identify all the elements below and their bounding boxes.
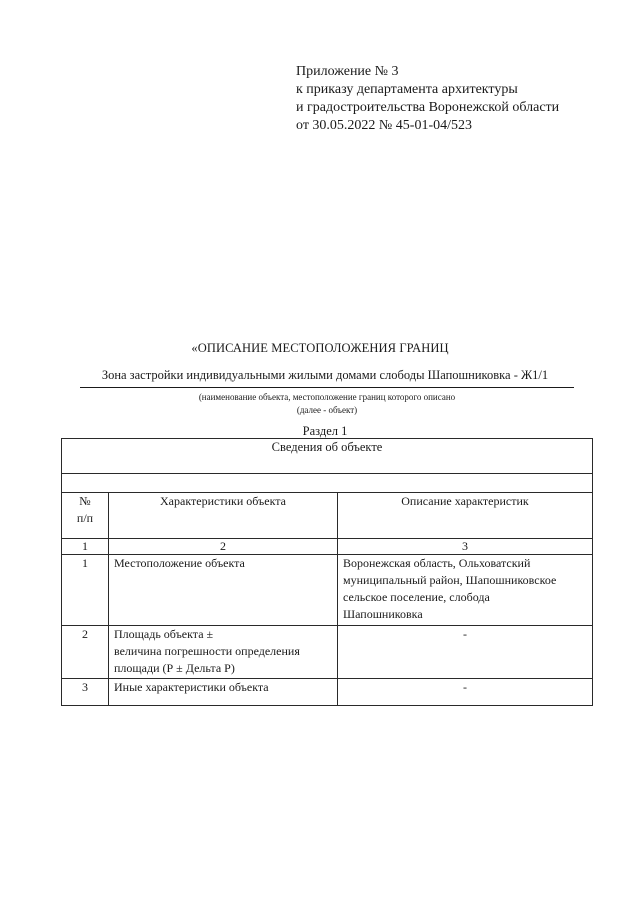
row-characteristic-line: величина погрешности определения <box>114 644 300 658</box>
header-number-line-1: № <box>79 494 91 508</box>
appendix-line-4: от 30.05.2022 № 45-01-04/523 <box>296 118 473 133</box>
appendix-line-2: к приказу департамента архитектуры <box>296 82 518 97</box>
table-index-row <box>62 539 593 555</box>
header-characteristics: Характеристики объекта <box>109 493 338 539</box>
row-number: 3 <box>62 679 109 706</box>
table-row <box>62 626 593 679</box>
row-characteristic-line: Площадь объекта ± <box>114 627 214 641</box>
table-heading-row <box>62 439 593 474</box>
table-row <box>62 679 593 706</box>
row-number: 1 <box>62 555 109 626</box>
row-description-line: Шапошниковка <box>343 607 423 621</box>
row-characteristic-line: площади (Р ± Дельта Р) <box>114 661 235 675</box>
row-description <box>338 555 593 626</box>
object-caption-line-1: (наименование объекта, местоположение границ которого описано <box>198 392 456 402</box>
object-info-table <box>61 438 593 706</box>
blank-cell <box>62 474 593 493</box>
row-characteristic <box>109 626 338 679</box>
row-description-line: сельское поселение, слобода <box>343 590 490 604</box>
object-name: Зона застройки индивидуальными жилыми домами слободы Шапошниковка - Ж1/1 <box>101 368 549 382</box>
document-title: «ОПИСАНИЕ МЕСТОПОЛОЖЕНИЯ ГРАНИЦ <box>191 341 449 355</box>
header-number <box>62 493 109 539</box>
row-characteristic: Местоположение объекта <box>109 555 338 626</box>
table-header-row <box>62 493 593 539</box>
index-cell-1: 1 <box>62 539 109 555</box>
object-caption-line-2: (далее - объект) <box>296 405 358 415</box>
index-cell-3: 3 <box>338 539 593 555</box>
table-blank-row <box>62 474 593 493</box>
appendix-header <box>296 63 559 135</box>
row-description: - <box>338 626 593 679</box>
row-description-line: муниципальный район, Шапошниковское <box>343 573 557 587</box>
row-description-line: Воронежская область, Ольховатский <box>343 556 531 570</box>
table-heading: Сведения об объекте <box>62 439 593 474</box>
appendix-line-3: и градостроительства Воронежской области <box>296 100 560 115</box>
header-description: Описание характеристик <box>338 493 593 539</box>
row-description: - <box>338 679 593 706</box>
header-number-line-2: п/п <box>76 511 94 525</box>
object-name-underline <box>80 387 574 388</box>
table-row <box>62 555 593 626</box>
section-label: Раздел 1 <box>302 424 348 438</box>
row-number: 2 <box>62 626 109 679</box>
appendix-line-1: Приложение № 3 <box>296 64 399 79</box>
index-cell-2: 2 <box>109 539 338 555</box>
row-characteristic: Иные характеристики объекта <box>109 679 338 706</box>
